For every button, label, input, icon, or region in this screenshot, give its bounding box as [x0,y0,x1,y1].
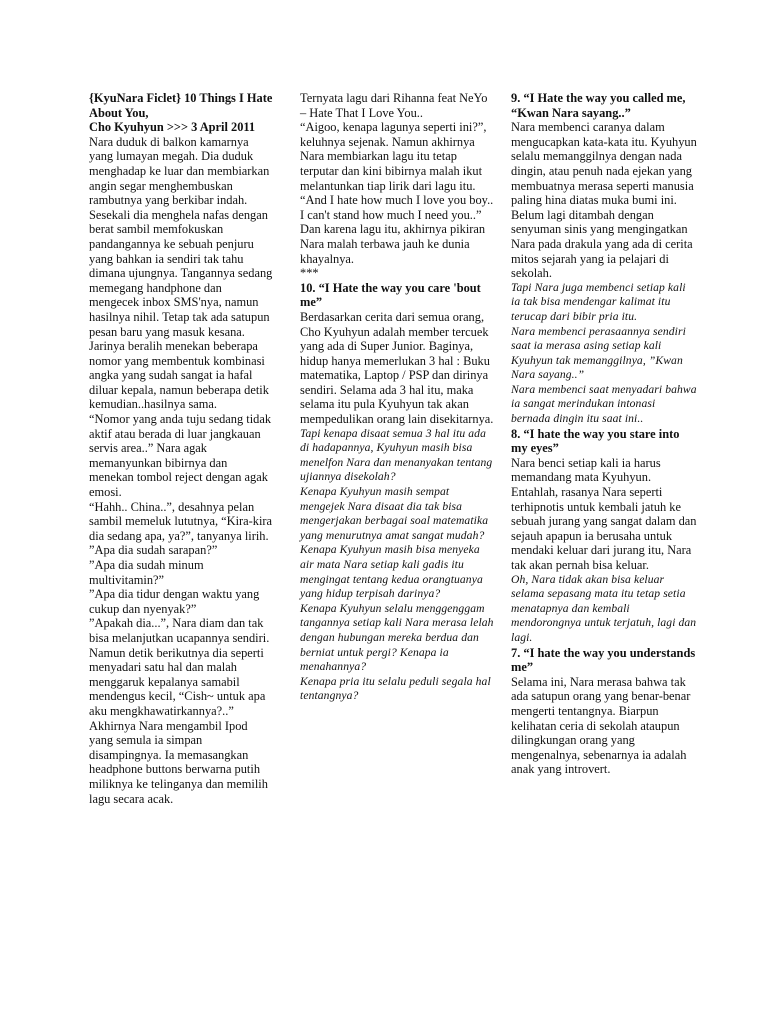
text-column-2 [300,91,496,704]
section-heading: 10. “I Hate the way you care 'bout me” [300,280,481,310]
section-heading: Cho Kyuhyun >>> 3 April 2011 [89,120,256,135]
paragraph: “Aigoo, kenapa lagunya seperti ini?”, keluhnya sejenak. Namun akhirnya Nara membiarkan lagu itu tetap terputar dan kini bibirnya malah ikut melantunkan tiap lirik dari lagu itu. [300,120,487,193]
paragraph: Kenapa Kyuhyun selalu menggenggam tangannya setiap kali Nara merasa lelah dengan hubungan mereka berdua dan berniat untuk pergi? Kenapa ia menahannya? [300,601,494,674]
section-heading: 8. “I hate the way you stare into my eyes” [511,426,680,456]
paragraph: Nara membenci perasaannya sendiri saat ia merasa asing setiap kali Kyuhyun tak memanggilnya, ”Kwan Nara sayang..” [511,324,686,382]
paragraph: I can't stand how much I need you..” [300,207,482,222]
paragraph: Nara membenci caranya dalam mengucapkan kata-kata itu. Kyuhyun selalu memanggilnya dengan nada dingin, atau penuh nada ejekan yang membuatnya merasa seperti manusia paling hina diatas muka bumi ini. Belum lagi ditambah dengan senyuman sinis yang mengingatkan Nara pada drakula yang ada di cerita mitos sejarah yang ia pelajari di sekolah. [511,120,697,281]
paragraph: Ternyata lagu dari Rihanna feat NeYo – Hate That I Love You.. [300,91,488,120]
paragraph: Kenapa Kyuhyun masih sempat mengejek Nara disaat dia tak bisa mengerjakan berbagai soal matematika yang menurutnya amat sangat mudah? [300,485,489,542]
text-column-1 [89,91,273,806]
paragraph: *** [300,266,319,281]
paragraph: “Hahh.. China..”, desahnya pelan sambil memeluk lututnya, “Kira-kira dia sedang apa, ya?”, tanyanya lirih. ”Apa dia sudah sarapan?” [89,499,273,558]
paragraph: Tapi kenapa disaat semua 3 hal itu ada di hadapannya, Kyuhyun masih bisa menelfon Nara dan menanyakan tentang ujiannya disekolah? [300,426,493,484]
paragraph: Dan karena lagu itu, akhirnya pikiran Nara malah terbawa jauh ke dunia khayalnya. [300,222,486,266]
paragraph: ”Apa dia sudah minum multivitamin?” [89,558,204,587]
paragraph: Berdasarkan cerita dari semua orang, Cho Kyuhyun adalah member tercuek yang ada di Super Junior. Baginya, hidup hanya memerlukan 3 hal : Buku matematika, Laptop / PSP dan dirinya sendiri. Selama ada 3 hal itu, maka selama itu pula Kyuhyun tak akan mempedulikan orang lain disekitarnya. [300,309,494,427]
section-heading: {KyuNara Ficlet} 10 Things I Hate About You, [89,91,273,120]
paragraph: ”Apa dia tidur dengan waktu yang cukup dan nyenyak?” [89,587,260,616]
paragraph: Oh, Nara tidak akan bisa keluar selama sepasang mata itu tetap setia menatapnya dan kembali mendorongnya untuk terjatuh, lagi dan lagi. [511,572,697,644]
paragraph: “Nomor yang anda tuju sedang tidak aktif atau berada di luar jangkauan servis area..” Nara agak memanyunkan bibirnya dan menekan tombol reject dengan agak emosi. [89,412,272,500]
paragraph: ”Apakah dia...”, Nara diam dan tak bisa melanjutkan ucapannya sendiri. Namun detik berikutnya dia seperti menyadari satu hal dan malah menggaruk kepalanya samabil mendengus kecil, “Cish~ untuk apa aku mengkhawatirkannya?..” Akhirnya Nara mengambil Ipod yang semula ia simpan disampingnya. Ia memasangkan headphone buttons berwarna putih miliknya ke telinganya dan memilih lagu secara acak. [89,616,270,806]
paragraph: Selama ini, Nara merasa bahwa tak ada satupun orang yang benar-benar mengerti tentangnya. Biarpun kelihatan ceria di sekolah ataupun dilingkungan orang yang mengenalnya, sebenarnya ia adalah anak yang introvert. [511,674,691,777]
paragraph: Nara benci setiap kali ia harus memandang mata Kyuhyun. Entahlah, rasanya Nara seperti terhipnotis untuk kembali jatuh ke sebuah jurang yang sangat dalam dan sejauh apapun ia berusaha untuk mendaki keluar dari jurang itu, Nara tak akan pernah bisa keluar. [511,455,697,572]
paragraph: Nara membenci saat menyadari bahwa ia sangat merindukan intonasi bernada dingin itu saat ini.. [511,382,697,426]
paragraph: Kenapa Kyuhyun masih bisa menyeka air mata Nara setiap kali gadis itu mengingat tentang kedua orangtuanya yang hidup terpisah darinya? [300,543,483,601]
text-column-3 [511,91,697,777]
paragraph: Nara duduk di balkon kamarnya yang lumayan megah. Dia duduk menghadap ke luar dan membiarkan angin segar menghembuskan rambutnya yang berkibar indah. Sesekali dia menghela nafas dengan berat sambil memfokuskan pandangannya ke sebuah penjuru yang bahkan ia sendiri tak tahu dimana ujungnya. Tangannya sedang memegang handphone dan mengecek inbox SMS'nya, namun hasilnya nihil. Tetap tak ada satupun pesan baru yang masuk kesana. Jarinya beralih menekan beberapa nomor yang membentuk kombinasi angka yang sudah sangat ia hafal diluar kepala, namun beberapa detik kemudian..hasilnya sama. [89,134,273,412]
section-heading: 7. “I hate the way you understands me” [511,645,696,675]
paragraph: Tapi Nara juga membenci setiap kali ia tak bisa mendengar kalimat itu terucap dari bibir pria itu. [511,280,686,323]
section-heading: 9. “I Hate the way you called me, “Kwan Nara sayang..” [511,91,686,120]
paragraph: Kenapa pria itu selalu peduli segala hal tentangnya? [300,674,491,703]
paragraph: “And I hate how much I love you boy.. [300,193,494,208]
